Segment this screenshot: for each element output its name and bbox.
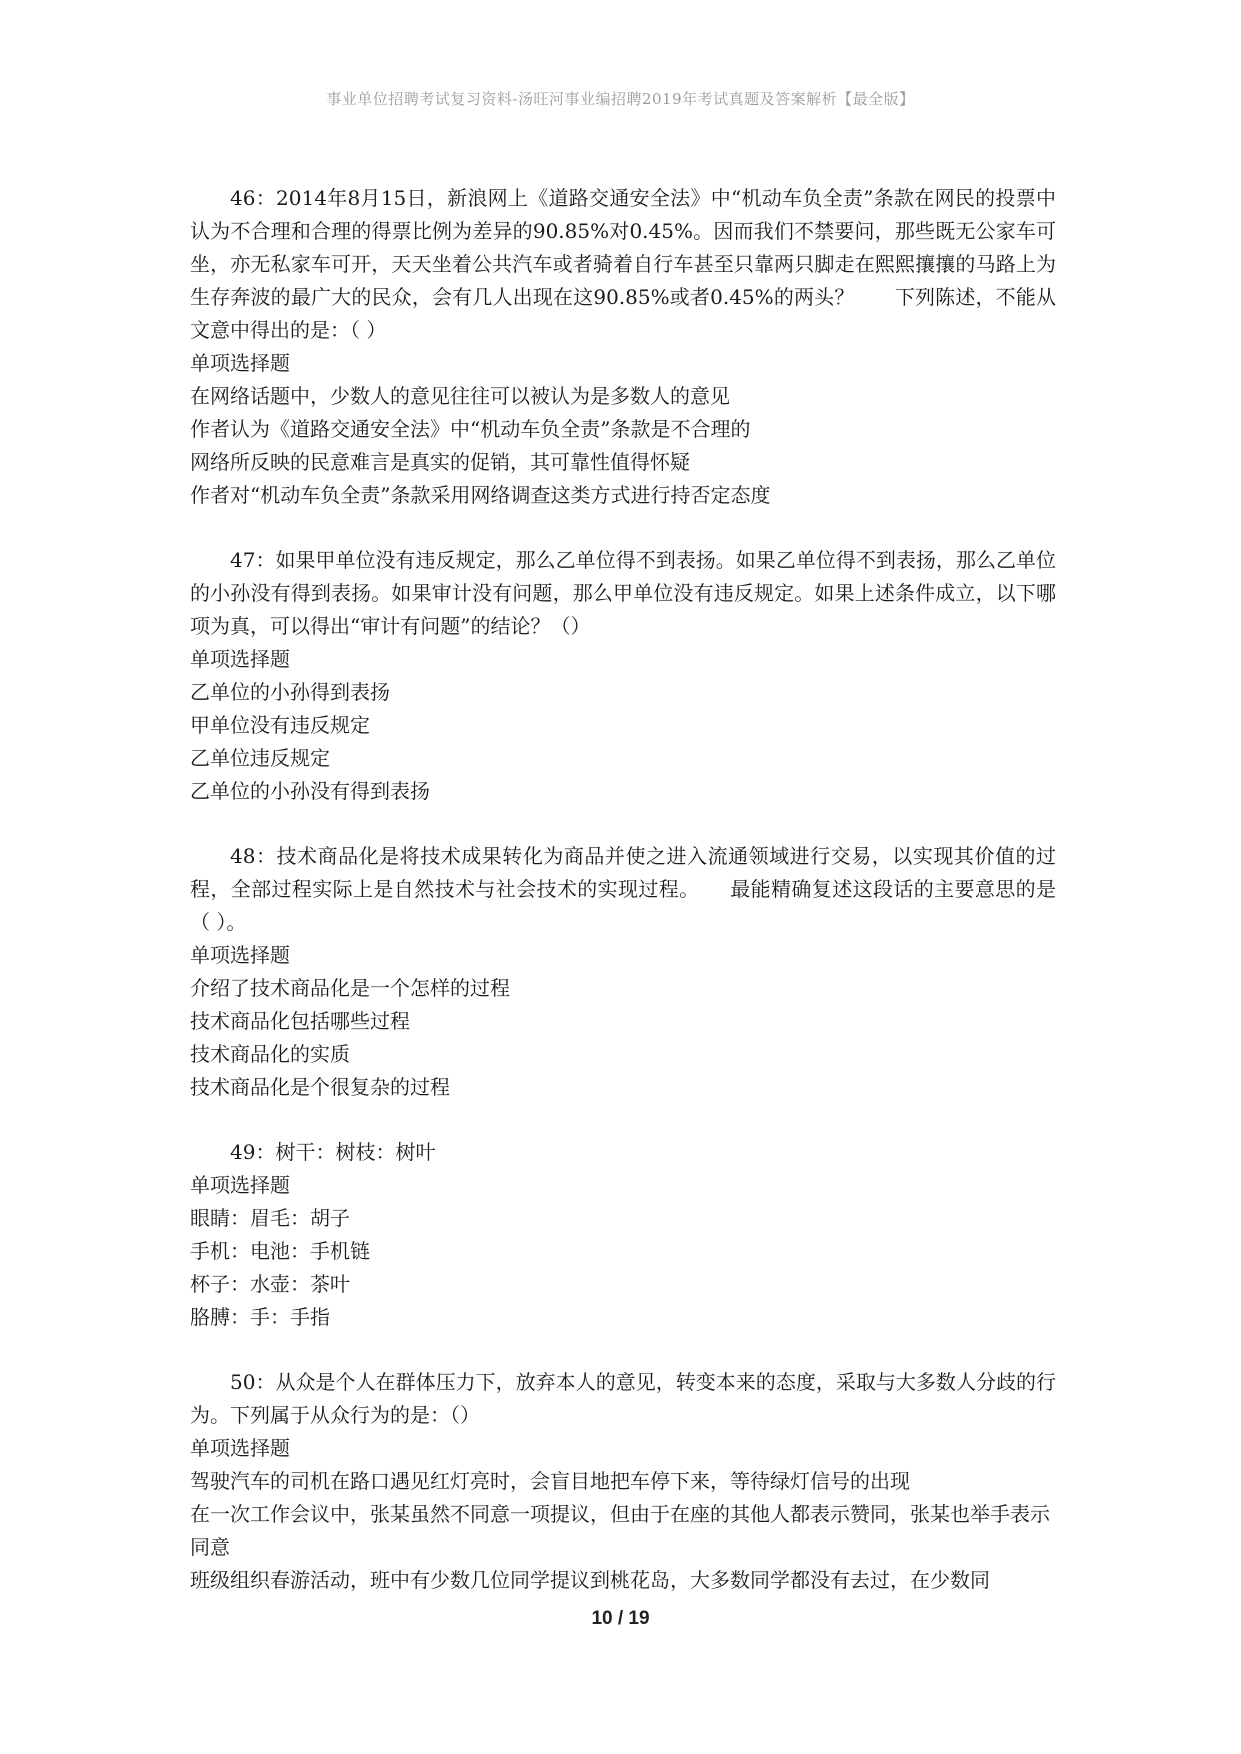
question-stem: 50：从众是个人在群体压力下，放弃本人的意见，转变本来的态度，采取与大多数人分歧的行为。下列属于从众行为的是：（） (190, 1370, 1056, 1427)
option: 网络所反映的民意难言是真实的促销，其可靠性值得怀疑 (190, 450, 690, 474)
page-number: 10 / 19 (591, 1608, 650, 1629)
option: 技术商品化包括哪些过程 (190, 1009, 410, 1033)
question-46 (190, 182, 1056, 512)
question-type: 单项选择题 (190, 647, 290, 671)
question-type: 单项选择题 (190, 351, 290, 375)
option: 在一次工作会议中，张某虽然不同意一项提议，但由于在座的其他人都表示赞同，张某也举手表示同意 (190, 1502, 1050, 1559)
option: 介绍了技术商品化是一个怎样的过程 (190, 976, 510, 1000)
page-header: 事业单位招聘考试复习资料-汤旺河事业编招聘2019年考试真题及答案解析【最全版】 (326, 90, 915, 108)
option: 眼睛：眉毛：胡子 (190, 1206, 350, 1230)
option: 作者对“机动车负全责”条款采用网络调查这类方式进行持否定态度 (190, 483, 771, 507)
option: 胳膊：手：手指 (190, 1305, 330, 1329)
question-47 (190, 544, 1056, 808)
question-type: 单项选择题 (190, 1173, 290, 1197)
question-stem: 46：2014年8月15日，新浪网上《道路交通安全法》中“机动车负全责”条款在网民的投票中认为不合理和合理的得票比例为差异的90.85%对0.45%。因而我们不禁要问，那些既无公家车可坐，亦无私家车可开，天天坐着公共汽车或者骑着自行车甚至只靠两只脚走在熙熙攘攘的马路上为生存奔波的最广大的民众，会有几人出现在这90.85%或者0.45%的两头？ 下列陈述，不能从文意中得出的是：（ ） (190, 186, 1056, 342)
option: 班级组织春游活动，班中有少数几位同学提议到桃花岛，大多数同学都没有去过，在少数同 (190, 1568, 990, 1592)
option: 乙单位的小孙没有得到表扬 (190, 779, 430, 803)
question-50 (190, 1366, 1056, 1597)
option: 在网络话题中，少数人的意见往往可以被认为是多数人的意见 (190, 384, 730, 408)
option: 乙单位的小孙得到表扬 (190, 680, 390, 704)
question-stem: 48：技术商品化是将技术成果转化为商品并使之进入流通领域进行交易，以实现其价值的过程，全部过程实际上是自然技术与社会技术的实现过程。 最能精确复述这段话的主要意思的是（ ）。 (190, 844, 1056, 934)
option: 乙单位违反规定 (190, 746, 330, 770)
option: 技术商品化是个很复杂的过程 (190, 1075, 450, 1099)
option: 驾驶汽车的司机在路口遇见红灯亮时，会盲目地把车停下来，等待绿灯信号的出现 (190, 1469, 910, 1493)
question-type: 单项选择题 (190, 1436, 290, 1460)
option: 技术商品化的实质 (190, 1042, 350, 1066)
option: 杯子：水壶：茶叶 (190, 1272, 350, 1296)
option: 甲单位没有违反规定 (190, 713, 370, 737)
question-stem: 47：如果甲单位没有违反规定，那么乙单位得不到表扬。如果乙单位得不到表扬，那么乙单位的小孙没有得到表扬。如果审计没有问题，那么甲单位没有违反规定。如果上述条件成立，以下哪项为真，可以得出“审计有问题”的结论？（） (190, 548, 1056, 638)
document-body (190, 182, 1056, 1629)
option: 作者认为《道路交通安全法》中“机动车负全责”条款是不合理的 (190, 417, 751, 441)
question-49 (190, 1136, 1056, 1334)
question-48 (190, 840, 1056, 1104)
question-type: 单项选择题 (190, 943, 290, 967)
question-stem: 49：树干：树枝：树叶 (230, 1140, 436, 1164)
option: 手机：电池：手机链 (190, 1239, 370, 1263)
